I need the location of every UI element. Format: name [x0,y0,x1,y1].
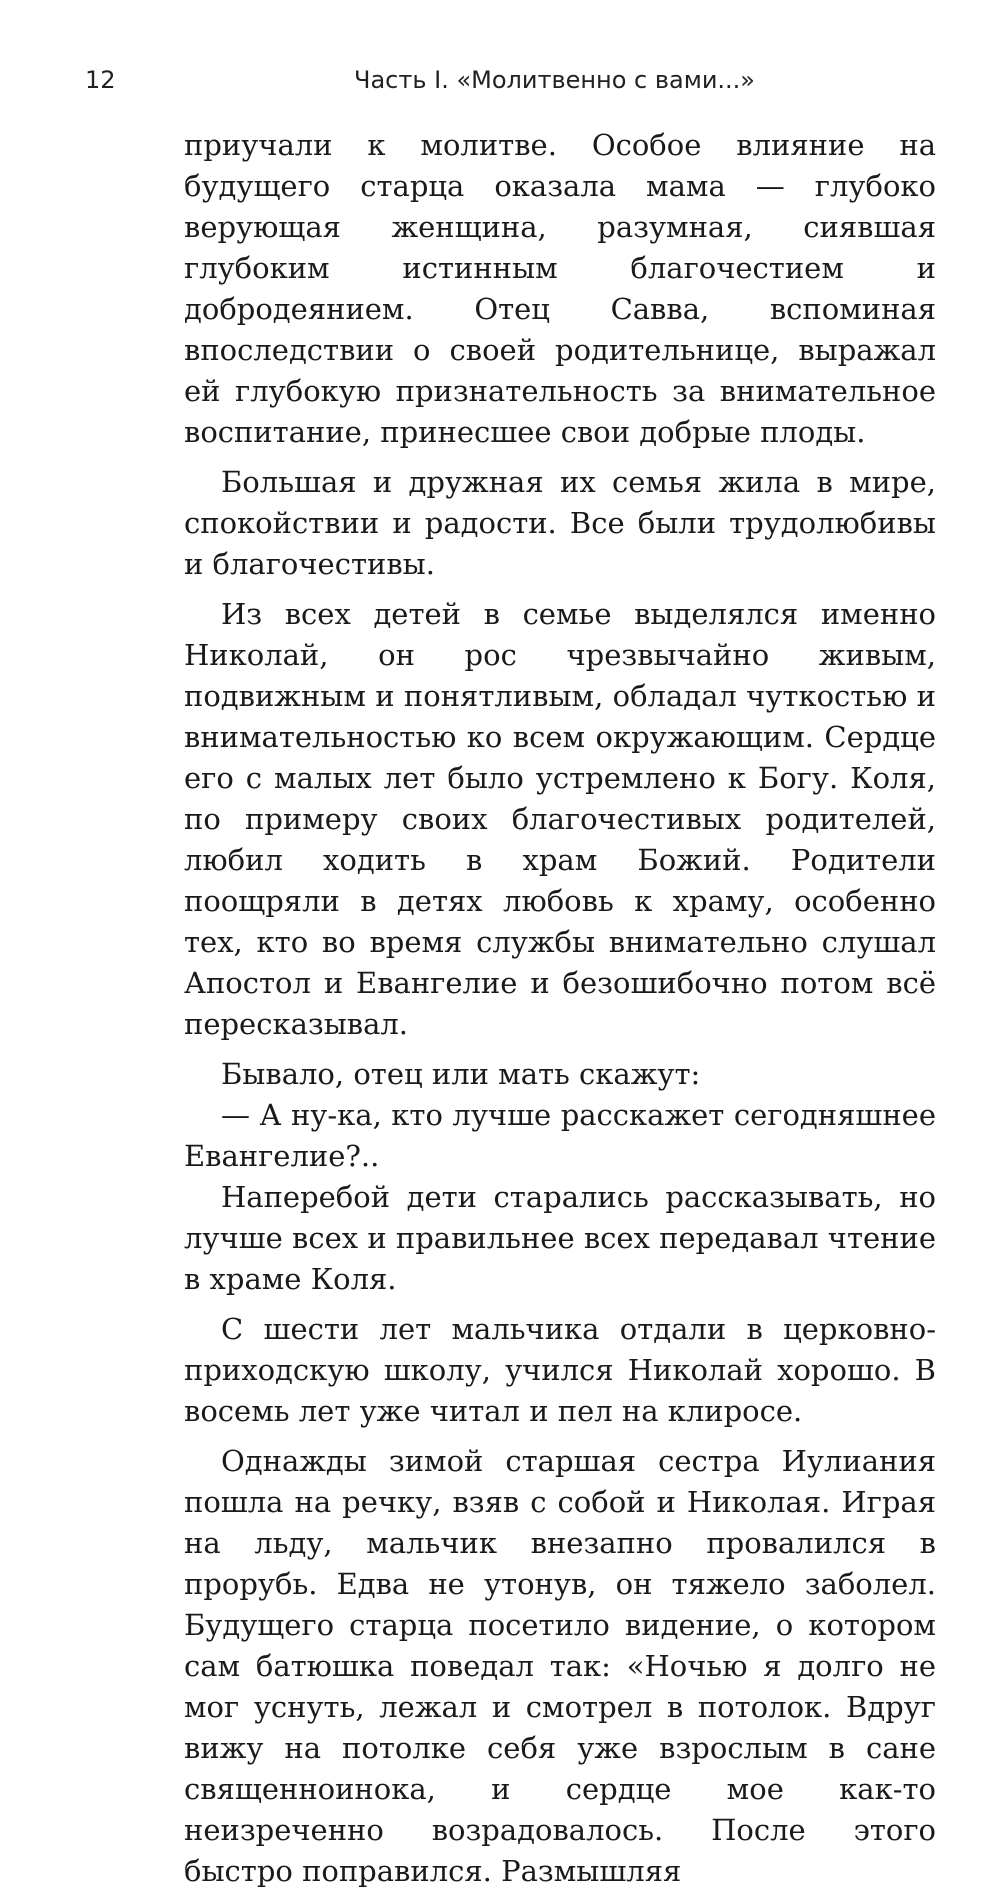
body-text [184,125,936,1901]
paragraph: Бывало, отец или мать скажут: [221,1057,701,1091]
paragraph: Наперебой дети старались рассказывать, но лучше всех и правильнее всех передавал чтение в храме Коля. [184,1180,936,1296]
paragraph: Из всех детей в семье выделялся именно Николай, он рос чрезвычайно живым, подвижным и понятливым, обладал чуткостью и внимательностью ко всем окружающим. Сердце его с малых лет было устремлено к Богу. Коля, по примеру своих благочестивых родителей, любил ходить в храм Божий. Родители поощряли в детях любовь к храму, особенно тех, кто во время службы внимательно слушал Апостол и Евангелие и безошибочно потом всё пересказывал. [184,597,936,1041]
paragraph: С шести лет мальчика отдали в церковно-приходскую школу, учился Николай хорошо. В восемь лет уже читал и пел на клиросе. [184,1312,936,1428]
paragraph: приучали к молитве. Особое влияние на будущего старца оказала мама — глубоко верующая женщина, разумная, сиявшая глубоким истинным благочестием и добродеянием. Отец Савва, вспоминая впоследствии о своей родительнице, выражал ей глубокую признательность за внимательное воспитание, принесшее свои добрые плоды. [184,128,936,449]
running-head [85,66,755,106]
chapter-title: Часть I. «Молитвенно с вами...» [354,66,755,94]
dialogue-line: — А ну-ка, кто лучше расскажет сегодняшнее Евангелие?.. [184,1098,936,1173]
paragraph: Однажды зимой старшая сестра Иулиания пошла на речку, взяв с собой и Николая. Играя на льду, мальчик внезапно провалился в прорубь. Едва не утонув, он тяжело заболел. Будущего старца посетило видение, о котором сам батюшка поведал так: «Ночью я долго не мог уснуть, лежал и смотрел в потолок. Вдруг вижу на потолке себя уже взрослым в сане священноинока, и сердце мое как-то неизреченно возрадовалось. После этого быстро поправился. Размышляя [184,1444,936,1888]
page-number: 12 [85,66,116,94]
paragraph: Большая и дружная их семья жила в мире, спокойствии и радости. Все были трудолюбивы и благочестивы. [184,465,936,581]
